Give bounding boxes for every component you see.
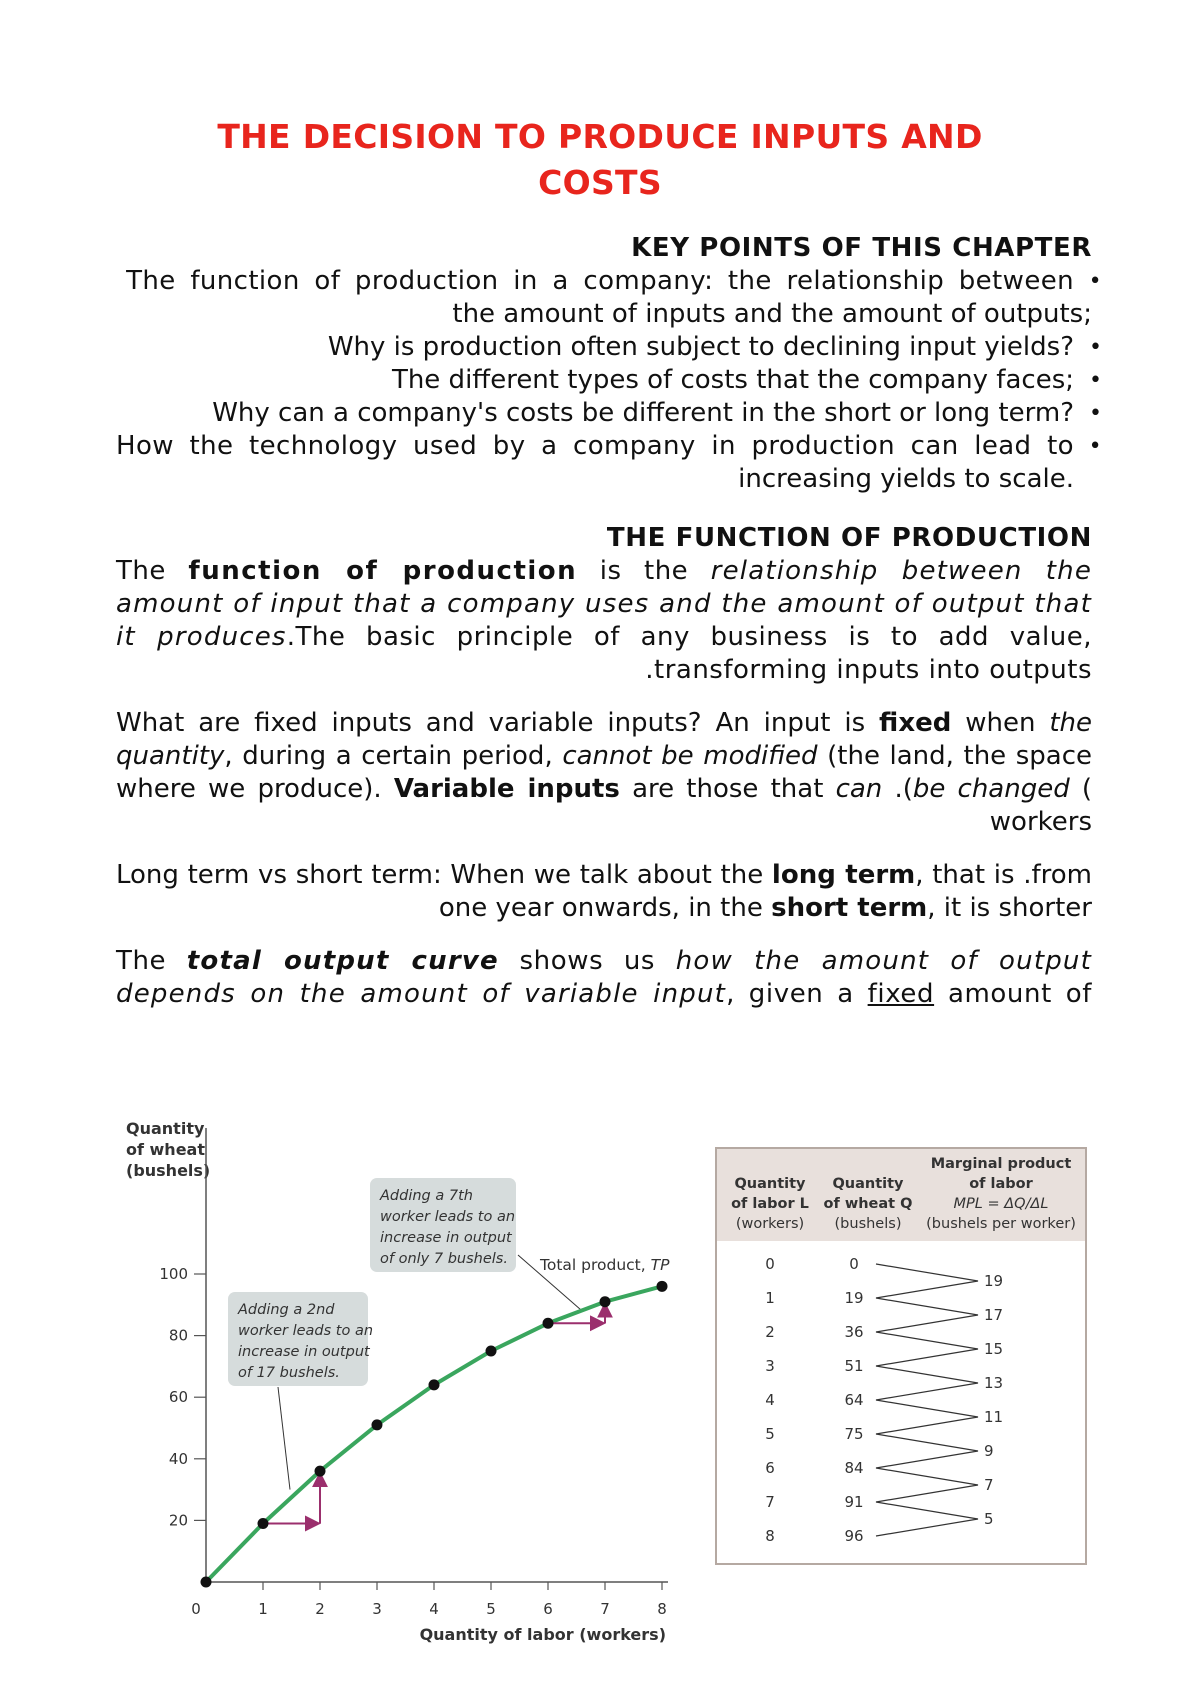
term-long-term: long term [771, 860, 916, 890]
data-point [657, 1281, 668, 1292]
table-cell-mpl: 19 [984, 1272, 1004, 1290]
term-fixed: fixed [879, 708, 952, 738]
table-cell-wheat: 0 [849, 1255, 859, 1273]
x-tick-label: 8 [657, 1600, 667, 1618]
x-tick-label: 3 [372, 1600, 382, 1618]
document-title [120, 114, 1080, 206]
x-axis-label: Quantity of labor (workers) [419, 1625, 666, 1644]
term-short-term: short term [771, 893, 928, 923]
bullet-item: How the technology used by a company in production can lead to • [116, 430, 1092, 463]
x-tick-label: 6 [543, 1600, 553, 1618]
key-points-heading: KEY POINTS OF THIS CHAPTER [631, 233, 1092, 263]
table-cell-mpl: 13 [984, 1374, 1004, 1392]
x-tick-label: 0 [191, 1600, 201, 1618]
annotation-7th-worker-text: increase in output [380, 1230, 512, 1246]
x-tick-label: 1 [258, 1600, 268, 1618]
data-point [486, 1346, 497, 1357]
annotation-2nd-worker-text: Adding a 2nd [238, 1302, 335, 1318]
table-cell-labor: 0 [765, 1255, 775, 1273]
x-tick-label: 4 [429, 1600, 439, 1618]
annotations [228, 1178, 670, 1490]
annotation-7th-worker-text: of only 7 bushels. [380, 1251, 508, 1267]
term-total-output-curve: total output curve [186, 946, 499, 976]
y-tick-label: 80 [168, 1326, 188, 1345]
annotation-7th-worker-text: worker leads to an [380, 1209, 516, 1225]
paragraph-long-short-term: Long term vs short term: When we talk about the long term, that is .from one year onwards, in the short term, it is shorter [116, 860, 1092, 923]
term-fixed-underlined: fixed [867, 979, 935, 1009]
table-cell-wheat: 19 [844, 1289, 864, 1307]
table-cell-wheat: 64 [844, 1391, 864, 1409]
table-cell-labor: 4 [765, 1391, 775, 1409]
annotation-2nd-leader [278, 1387, 290, 1490]
table-header-wheat: (bushels) [834, 1216, 902, 1232]
table-header-labor: (workers) [735, 1216, 805, 1232]
table-cell-mpl: 15 [984, 1340, 1004, 1358]
bullet-continuation: .increasing yields to scale [738, 464, 1074, 494]
x-tick-label: 5 [486, 1600, 496, 1618]
table-cell-wheat: 84 [844, 1459, 864, 1477]
table-cell-mpl: 9 [984, 1442, 994, 1460]
document-body [116, 232, 1092, 1011]
bullet-item: The function of production in a company: the relationship between • [116, 265, 1092, 298]
total-product-chart [0, 1110, 1200, 1670]
series-label-total-product: Total product, TP [540, 1256, 670, 1274]
table-header-wheat: of wheat Q [823, 1196, 913, 1212]
table-cell-mpl: 7 [984, 1476, 994, 1494]
y-axis-label: Quantity [126, 1119, 205, 1138]
table-header-wheat: Quantity [832, 1176, 904, 1192]
annotation-2nd-worker-text: worker leads to an [238, 1323, 374, 1339]
bullet-item: ?Why can a company's costs be different in the short or long term • [116, 397, 1092, 430]
table-header-labor: Quantity [734, 1176, 806, 1192]
bullet-item: ;The different types of costs that the company faces • [116, 364, 1092, 397]
table-header-mpl: MPL = ΔQ/ΔL [953, 1196, 1049, 1212]
table-cell-labor: 6 [765, 1459, 775, 1477]
table-cell-labor: 2 [765, 1323, 775, 1341]
table-cell-wheat: 91 [844, 1493, 864, 1511]
total-product-figure [0, 1110, 1200, 1670]
table-header-mpl: (bushels per worker) [926, 1216, 1076, 1232]
term-variable-inputs: Variable inputs [393, 774, 620, 804]
data-point [600, 1296, 611, 1307]
mpl-table [716, 1148, 1086, 1564]
table-cell-labor: 5 [765, 1425, 775, 1443]
y-axis-label: of wheat [126, 1140, 205, 1159]
title-line-1: THE DECISION TO PRODUCE INPUTS AND [217, 117, 983, 156]
table-cell-labor: 1 [765, 1289, 775, 1307]
table-header-mpl: Marginal product [930, 1156, 1072, 1172]
data-point [372, 1419, 383, 1430]
y-tick-label: 100 [159, 1265, 188, 1283]
table-header-mpl: of labor [969, 1176, 1033, 1192]
data-point [315, 1466, 326, 1477]
table-cell-mpl: 11 [984, 1408, 1004, 1426]
x-tick-label: 7 [600, 1600, 610, 1618]
term-function-of-production: function of production [188, 556, 578, 586]
data-point [543, 1318, 554, 1329]
annotation-2nd-worker-text: increase in output [238, 1344, 370, 1360]
x-tick-label: 2 [315, 1600, 325, 1618]
table-cell-labor: 7 [765, 1493, 775, 1511]
bullet-item: ?Why is production often subject to declining input yields • [116, 331, 1092, 364]
table-cell-wheat: 75 [844, 1425, 864, 1443]
table-cell-wheat: 36 [844, 1323, 864, 1341]
table-cell-mpl: 5 [984, 1510, 994, 1528]
section-heading: THE FUNCTION OF PRODUCTION [606, 523, 1092, 553]
y-tick-label: 60 [168, 1388, 188, 1407]
data-point [201, 1577, 212, 1588]
data-point [258, 1518, 269, 1529]
table-cell-wheat: 96 [844, 1527, 864, 1545]
annotation-7th-worker-text: Adding a 7th [380, 1188, 473, 1204]
table-cell-labor: 3 [765, 1357, 775, 1375]
table-header-labor: of labor L [731, 1196, 809, 1212]
table-cell-labor: 8 [765, 1527, 775, 1545]
annotation-2nd-worker-text: of 17 bushels. [238, 1365, 340, 1381]
paragraph-fixed-variable-inputs: What are fixed inputs and variable inputs? An input is fixed when the quantity, during a certain period, cannot be modified (the land, the space where we produce). Variable inputs are those that can .(be changed ( workers [116, 708, 1093, 837]
y-tick-label: 40 [168, 1449, 188, 1468]
y-tick-label: 20 [168, 1511, 188, 1530]
title-line-2: COSTS [538, 163, 662, 202]
bullet-continuation: ;the amount of inputs and the amount of outputs [452, 299, 1092, 329]
paragraph-total-output-curve: The total output curve shows us how the amount of output depends on the amount of variable input, given a fixed amount of [116, 946, 1092, 1009]
table-cell-mpl: 17 [984, 1306, 1004, 1324]
table-cell-wheat: 51 [844, 1357, 864, 1375]
y-axis-label: (bushels) [126, 1161, 211, 1180]
data-point [429, 1379, 440, 1390]
paragraph-production-function: The function of production is the relationship between the amount of input that a company uses and the amount of output that it produces.The basic principle of any business is to add value, .transforming inputs into outputs [116, 556, 1093, 685]
